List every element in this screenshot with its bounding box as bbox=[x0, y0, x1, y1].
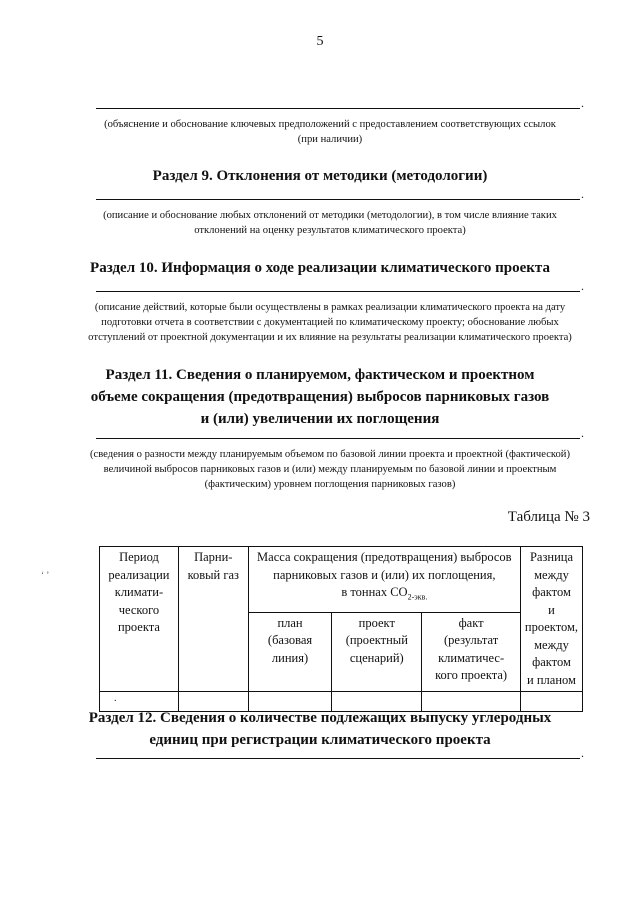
fill-line-1 bbox=[96, 108, 580, 109]
fill-line-4 bbox=[96, 438, 580, 439]
header-gas: Парни- ковый газ bbox=[178, 547, 248, 692]
note-key-assumptions: (объяснение и обоснование ключевых предположений с предоставлением соответствующих ссылок (при наличии) bbox=[104, 119, 556, 145]
page-number: 5 bbox=[316, 34, 324, 49]
heading-section-10: Раздел 10. Информация о ходе реализации климатического проекта bbox=[90, 260, 550, 276]
note-deviations: (описание и обоснование любых отклонений от методики (методологии), в том числе влияние таких отклонений на оценку результатов климатического проекта) bbox=[103, 210, 557, 236]
fill-line-2 bbox=[96, 199, 580, 200]
header-period: Период реализации климати- ческого проекта bbox=[100, 547, 179, 692]
header-project: проект (проектный сценарий) bbox=[332, 612, 422, 691]
table-caption: Таблица № 3 bbox=[507, 509, 590, 525]
note-actions: (описание действий, которые были осуществлены в рамках реализации климатического проекта на дату подготовки отчета в соответствии с документацией по климатическому проекту; обоснование любых отступлений от проектной документации и их влияние на результаты реализации климатического проекта) bbox=[88, 302, 572, 343]
note-difference: (сведения о разности между планируемым объемом по базовой линии проекта и проектной (фактической) величиной выбросов парниковых газов и (или) между планируемым по базовой линии и проектным (фактическим) уровнем поглощения парниковых газов) bbox=[89, 449, 571, 490]
heading-section-12: Раздел 12. Сведения о количестве подлежащих выпуску углеродных единиц при регистрации климатического проекта bbox=[88, 710, 552, 748]
fill-line-5 bbox=[96, 758, 580, 759]
table-cell: . bbox=[100, 692, 179, 712]
header-fact: факт (результат климатичес- кого проекта) bbox=[422, 612, 521, 691]
table-3 bbox=[99, 546, 583, 712]
header-difference: Разница между фактом и проектом, между фактом и планом bbox=[520, 547, 582, 692]
header-plan: план (базовая линия) bbox=[248, 612, 332, 691]
stray-mark: ‘ ’ bbox=[41, 570, 50, 580]
heading-section-11: Раздел 11. Сведения о планируемом, фактическом и проектном объеме сокращения (предотвращения) выбросов парниковых газов и (или) увеличении их поглощения bbox=[90, 367, 550, 427]
header-mass: Масса сокращения (предотвращения) выбросов парниковых газов и (или) их поглощения, в тоннах $CO_{2-экв.}$ bbox=[248, 547, 520, 613]
fill-line-3 bbox=[96, 291, 580, 292]
heading-section-9: Раздел 9. Отклонения от методики (методологии) bbox=[152, 168, 488, 184]
